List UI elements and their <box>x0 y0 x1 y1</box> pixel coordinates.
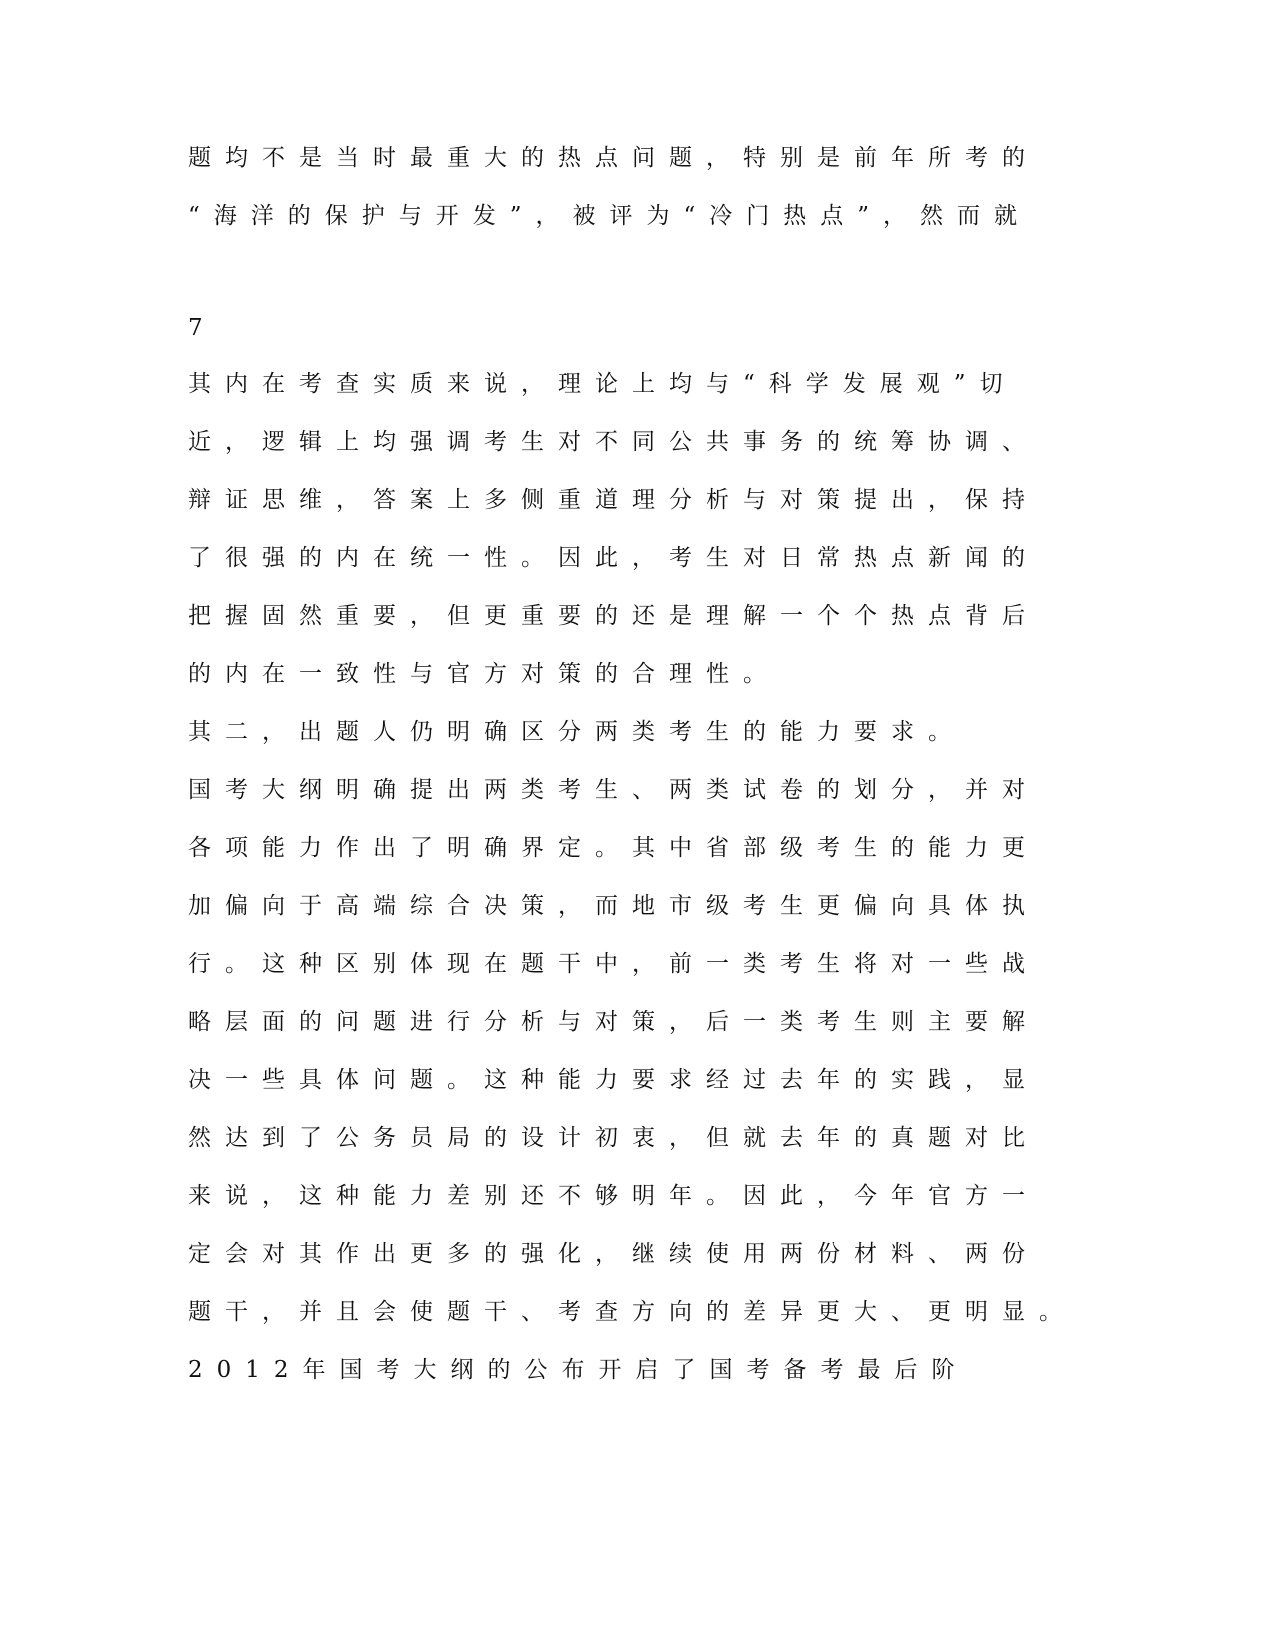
text-line: 的内在一致性与官方对策的合理性。 <box>188 661 780 687</box>
text-line: 行。这种区别体现在题干中，前一类考生将对一些战 <box>188 951 1039 977</box>
text-line: 然达到了公务员局的设计初衷，但就去年的真题对比 <box>188 1125 1039 1151</box>
text-line: 其内在考查实质来说，理论上均与“科学发展观”切 <box>188 371 1017 397</box>
text-line: 其二，出题人仍明确区分两类考生的能力要求。 <box>188 719 965 745</box>
text-line: 决一些具体问题。这种能力要求经过去年的实践，显 <box>188 1067 1039 1093</box>
text-line: 把握固然重要，但更重要的还是理解一个个热点背后 <box>188 603 1039 629</box>
text-line: 了很强的内在统一性。因此，考生对日常热点新闻的 <box>188 545 1039 571</box>
page-number: 7 <box>188 315 203 341</box>
text-line: 来说，这种能力差别还不够明年。因此，今年官方一 <box>188 1183 1039 1209</box>
text-line: 辩证思维，答案上多侧重道理分析与对策提出，保持 <box>188 487 1039 513</box>
text-line: 2012年国考大纲的公布开启了国考备考最后阶 <box>188 1357 969 1383</box>
text-line: 题均不是当时最重大的热点问题，特别是前年所考的 <box>188 145 1039 171</box>
text-line: 近，逻辑上均强调考生对不同公共事务的统筹协调、 <box>188 429 1039 455</box>
text-line: 加偏向于高端综合决策，而地市级考生更偏向具体执 <box>188 893 1039 919</box>
text-line: 略层面的问题进行分析与对策，后一类考生则主要解 <box>188 1009 1039 1035</box>
text-line: 定会对其作出更多的强化，继续使用两份材料、两份 <box>188 1241 1039 1267</box>
text-line: 国考大纲明确提出两类考生、两类试卷的划分，并对 <box>188 777 1039 803</box>
text-line: 各项能力作出了明确界定。其中省部级考生的能力更 <box>188 835 1039 861</box>
text-line: “海洋的保护与开发”，被评为“冷门热点”，然而就 <box>188 203 1032 229</box>
text-line: 题干，并且会使题干、考查方向的差异更大、更明显。 <box>188 1299 1076 1325</box>
